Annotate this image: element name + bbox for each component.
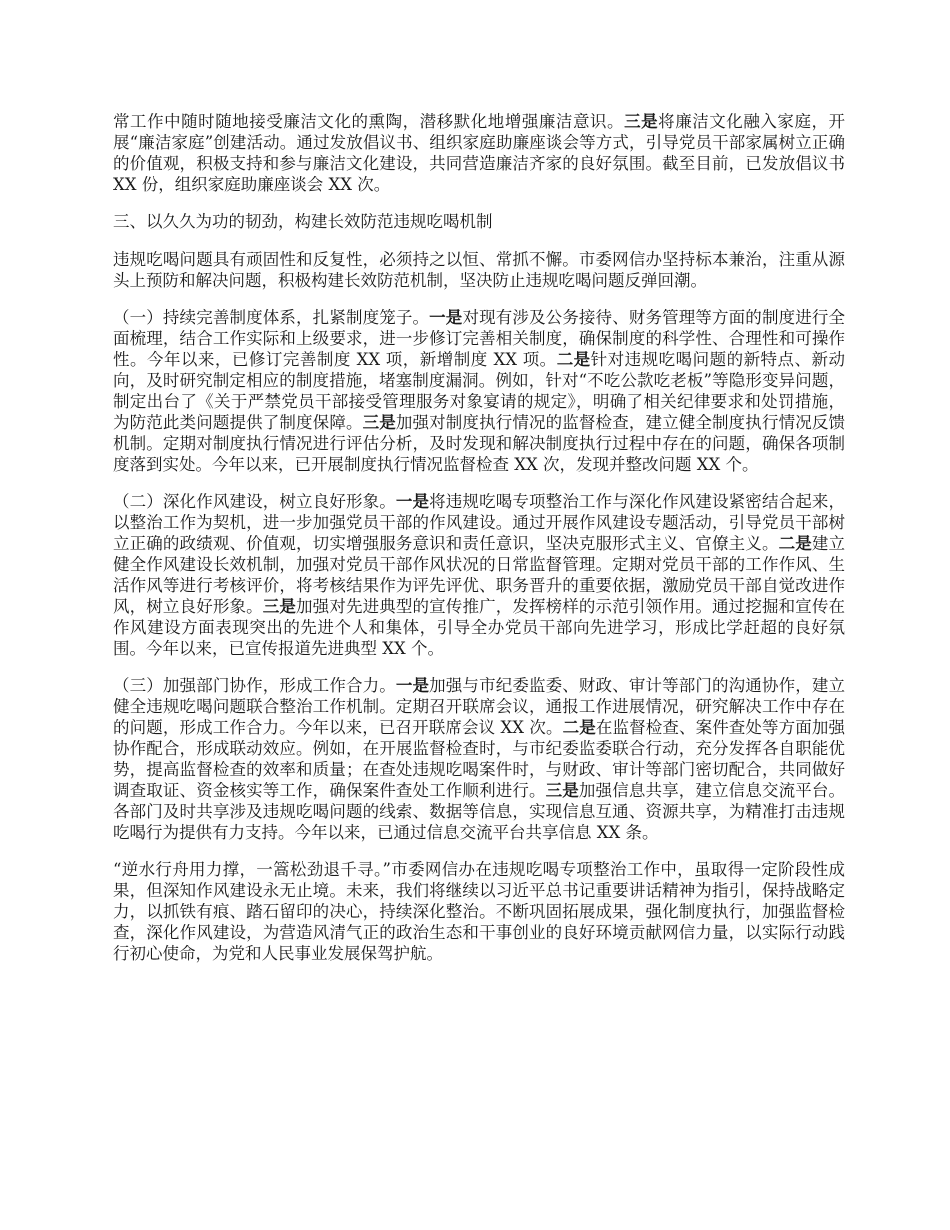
subheading-text: （三）加强部门协作，形成工作合力。 — [113, 676, 396, 695]
text-segment: 加强对先进典型的宣传推广，发挥榜样的示范引领作用。通过挖掘和宣传在作风建设方面表现突出的先进个人和集体，引导全办党员干部向先进学习，形成比学赶超的良好氛围。今年以来，已宣传报道先进典型 XX 个。 — [113, 597, 846, 658]
paragraph-institution-system — [113, 307, 845, 475]
bold-marker: 二是 — [778, 534, 812, 553]
bold-marker: 三是 — [362, 413, 396, 432]
subheading-text: （二）深化作风建设，树立良好形象。 — [113, 492, 396, 511]
paragraph-family-integrity — [113, 111, 845, 195]
text-segment: 加强对制度执行情况的监督检查，建立健全制度执行情况反馈机制。定期对制度执行情况进行评估分析，及时发现和解决制度执行过程中存在的问题，确保各项制度落到实处。今年以来，已开展制度执行情况监督检查 XX 次，发现并整改问题 XX 个。 — [113, 413, 846, 474]
bold-marker: 三是 — [545, 781, 579, 800]
text-segment: 加强与市纪委监委、财政、审计等部门的沟通协作，建立健全违规吃喝问题联合整治工作机制。定期召开联席会议，通报工作进展情况，研究解决工作中存在的问题，形成工作合力。今年以来，已召开联席会议 XX 次。 — [113, 676, 846, 737]
text-segment: 加强信息共享，建立信息交流平台。各部门及时共享涉及违规吃喝问题的线索、数据等信息，实现信息互通、资源共享，为精准打击违规吃喝行为提供有力支持。今年以来，已通过信息交流平台共享信息 XX 条。 — [113, 781, 846, 842]
text-segment: 在监督检查、案件查处等方面加强协作配合，形成联动效应。例如，在开展监督检查时，与市纪委监委联合行动，充分发挥各自职能优势，提高监督检查的效率和质量；在查处违规吃喝案件时，与财政、审计等部门密切配合，共同做好调查取证、资金核实等工作，确保案件查处工作顺利进行。 — [113, 718, 846, 800]
text-segment: 将廉洁文化融入家庭，开展“廉洁家庭”创建活动。通过发放倡议书、组织家庭助廉座谈会等方式，引导党员干部家属树立正确的价值观，积极支持和参与廉洁文化建设，共同营造廉洁齐家的良好氛围。截至目前，已发放倡议书 XX 份，组织家庭助廉座谈会 XX 次。 — [113, 112, 846, 194]
text-segment: 建立健全作风建设长效机制，加强对党员干部作风状况的日常监督管理。定期对党员干部的工作作风、生活作风等进行考核评价，将考核结果作为评先评优、职务晋升的重要依据，激励党员干部自觉改进作风，树立良好形象。 — [113, 534, 846, 616]
text-segment: 常工作中随时随地接受廉洁文化的熏陶，潜移默化地增强廉洁意识。 — [113, 112, 625, 131]
subheading-text: （一）持续完善制度体系，扎紧制度笼子。 — [113, 308, 430, 327]
bold-marker: 三是 — [624, 112, 659, 131]
text-segment: 违规吃喝问题具有顽固性和反复性，必须持之以恒、常抓不懈。市委网信办坚持标本兼治，注重从源头上预防和解决问题，积极构建长效防范机制，坚决防止违规吃喝问题反弹回潮。 — [113, 250, 845, 290]
bold-marker: 一是 — [395, 492, 430, 511]
section-heading-text: 三、以久久为功的韧劲，构建长效防范违规吃喝机制 — [113, 212, 493, 231]
text-segment: 对现有涉及公务接待、财务管理等方面的制度进行全面梳理，结合工作实际和上级要求，进一步修订完善相关制度，确保制度的科学性、合理性和可操作性。今年以来，已修订完善制度 XX 项，新增制度 XX 项。 — [113, 308, 846, 369]
paragraph-conclusion — [113, 859, 845, 964]
document-body — [113, 111, 845, 980]
bold-marker: 一是 — [429, 308, 463, 327]
paragraph-department-cooperation — [113, 675, 845, 843]
bold-marker: 二是 — [562, 718, 596, 737]
text-segment: “逆水行舟用力撑，一篙松劲退千寻。”市委网信办在违规吃喝专项整治工作中，虽取得一定阶段性成果，但深知作风建设永无止境。未来，我们将继续以习近平总书记重要讲话精神为指引，保持战略定力，以抓铁有痕、踏石留印的决心，持续深化整治。不断巩固拓展成果，强化制度执行，加强监督检查，深化作风建设，为营造风清气正的政治生态和干事创业的良好环境贡献网信力量，以实际行动践行初心使命，为党和人民事业发展保驾护航。 — [113, 860, 845, 963]
paragraph-work-style — [113, 491, 845, 659]
text-segment: 将违规吃喝专项整治工作与深化作风建设紧密结合起来，以整治工作为契机，进一步加强党员干部的作风建设。通过开展作风建设专题活动，引导党员干部树立正确的政绩观、价值观，切实增强服务意识和责任意识，坚决克服形式主义、官僚主义。 — [113, 492, 846, 553]
bold-marker: 三是 — [262, 597, 297, 616]
bold-marker: 一是 — [395, 676, 430, 695]
section-heading — [113, 211, 845, 232]
paragraph-section-intro — [113, 249, 845, 291]
bold-marker: 二是 — [556, 350, 591, 369]
text-segment: 针对违规吃喝问题的新特点、新动向，及时研究制定相应的制度措施，堵塞制度漏洞。例如，针对“不吃公款吃老板”等隐形变异问题，制定出台了《关于严禁党员干部接受管理服务对象宴请的规定》，明确了相关纪律要求和处罚措施，为防范此类问题提供了制度保障。 — [113, 350, 846, 432]
